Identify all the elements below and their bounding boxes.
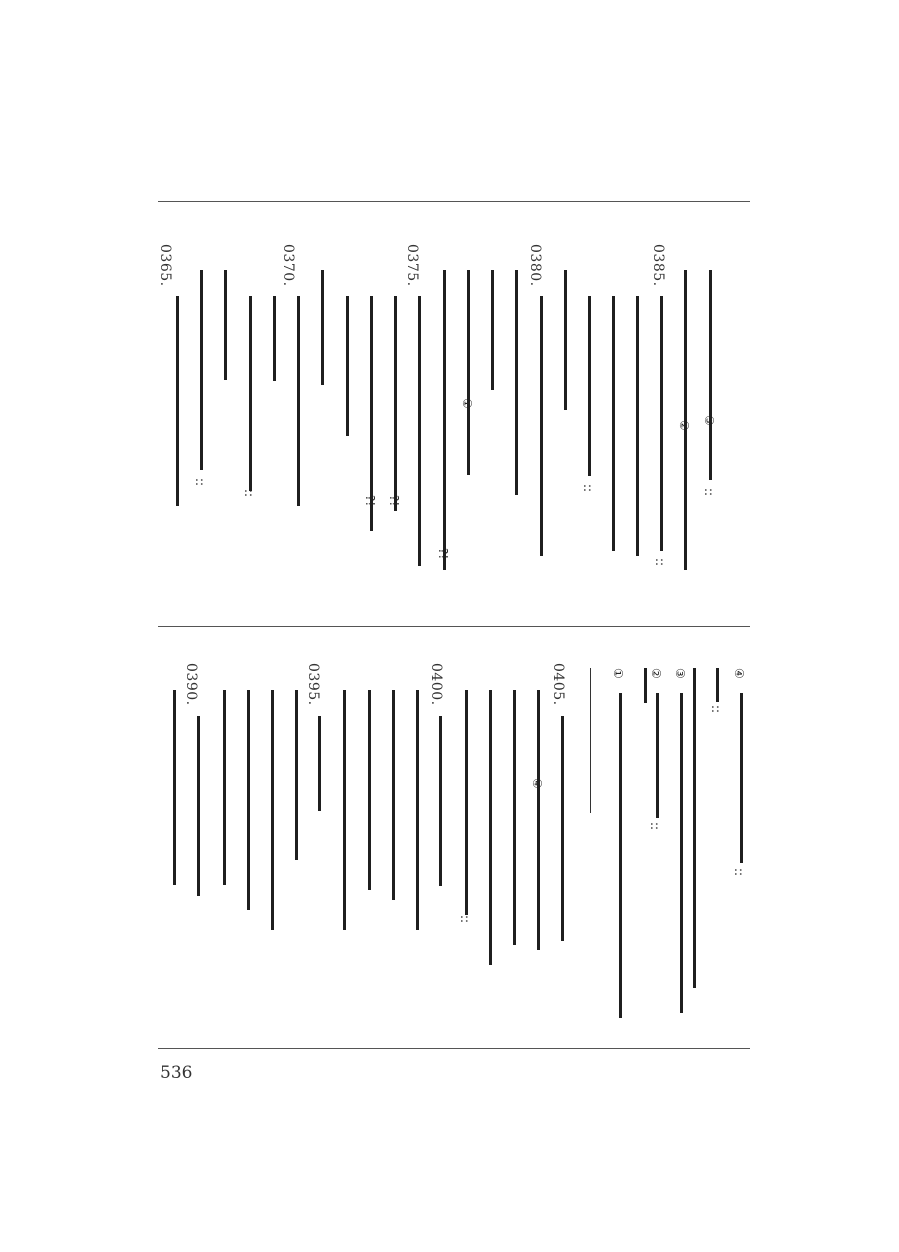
colon-punct: ::	[581, 484, 595, 493]
colon-punct: ::	[242, 489, 256, 498]
footnote-marker-2: ②	[649, 668, 663, 679]
line-number-0370: 0370.	[280, 244, 296, 287]
circled-number-2: ②	[677, 420, 691, 431]
line-number-0405: 0405.	[550, 663, 566, 706]
rule-bottom	[158, 1048, 750, 1049]
colon-punct: ::	[458, 915, 472, 924]
colon-punct: ::	[702, 488, 716, 497]
colon-punct: ::	[648, 822, 662, 831]
footnote-marker-1: ①	[611, 668, 625, 679]
interrobang: ?!	[363, 495, 377, 507]
interrobang: ?!	[387, 495, 401, 507]
line-number-0380: 0380.	[527, 244, 543, 287]
line-number-0395: 0395.	[305, 663, 321, 706]
rule-top	[158, 201, 750, 202]
page-number: 536	[160, 1063, 193, 1083]
line-number-0400: 0400.	[428, 663, 444, 706]
circled-number-1: ①	[460, 398, 474, 409]
footnote-marker-3: ③	[673, 668, 687, 679]
circled-number-3: ③	[702, 415, 716, 426]
footnote-rule	[590, 668, 591, 813]
footnote-marker-4: ④	[732, 668, 746, 679]
line-number-0385: 0385.	[650, 244, 666, 287]
interrobang: ?!	[436, 548, 450, 560]
line-number-0375: 0375.	[404, 244, 420, 287]
line-number-0390: 0390.	[183, 663, 199, 706]
colon-punct: ::	[193, 478, 207, 487]
colon-punct: ::	[653, 558, 667, 567]
line-number-0365: 0365.	[157, 244, 173, 287]
circled-number-4: ④	[530, 778, 544, 789]
colon-punct: ::	[732, 868, 746, 877]
colon-punct: ::	[709, 705, 723, 714]
rule-middle	[158, 626, 750, 627]
